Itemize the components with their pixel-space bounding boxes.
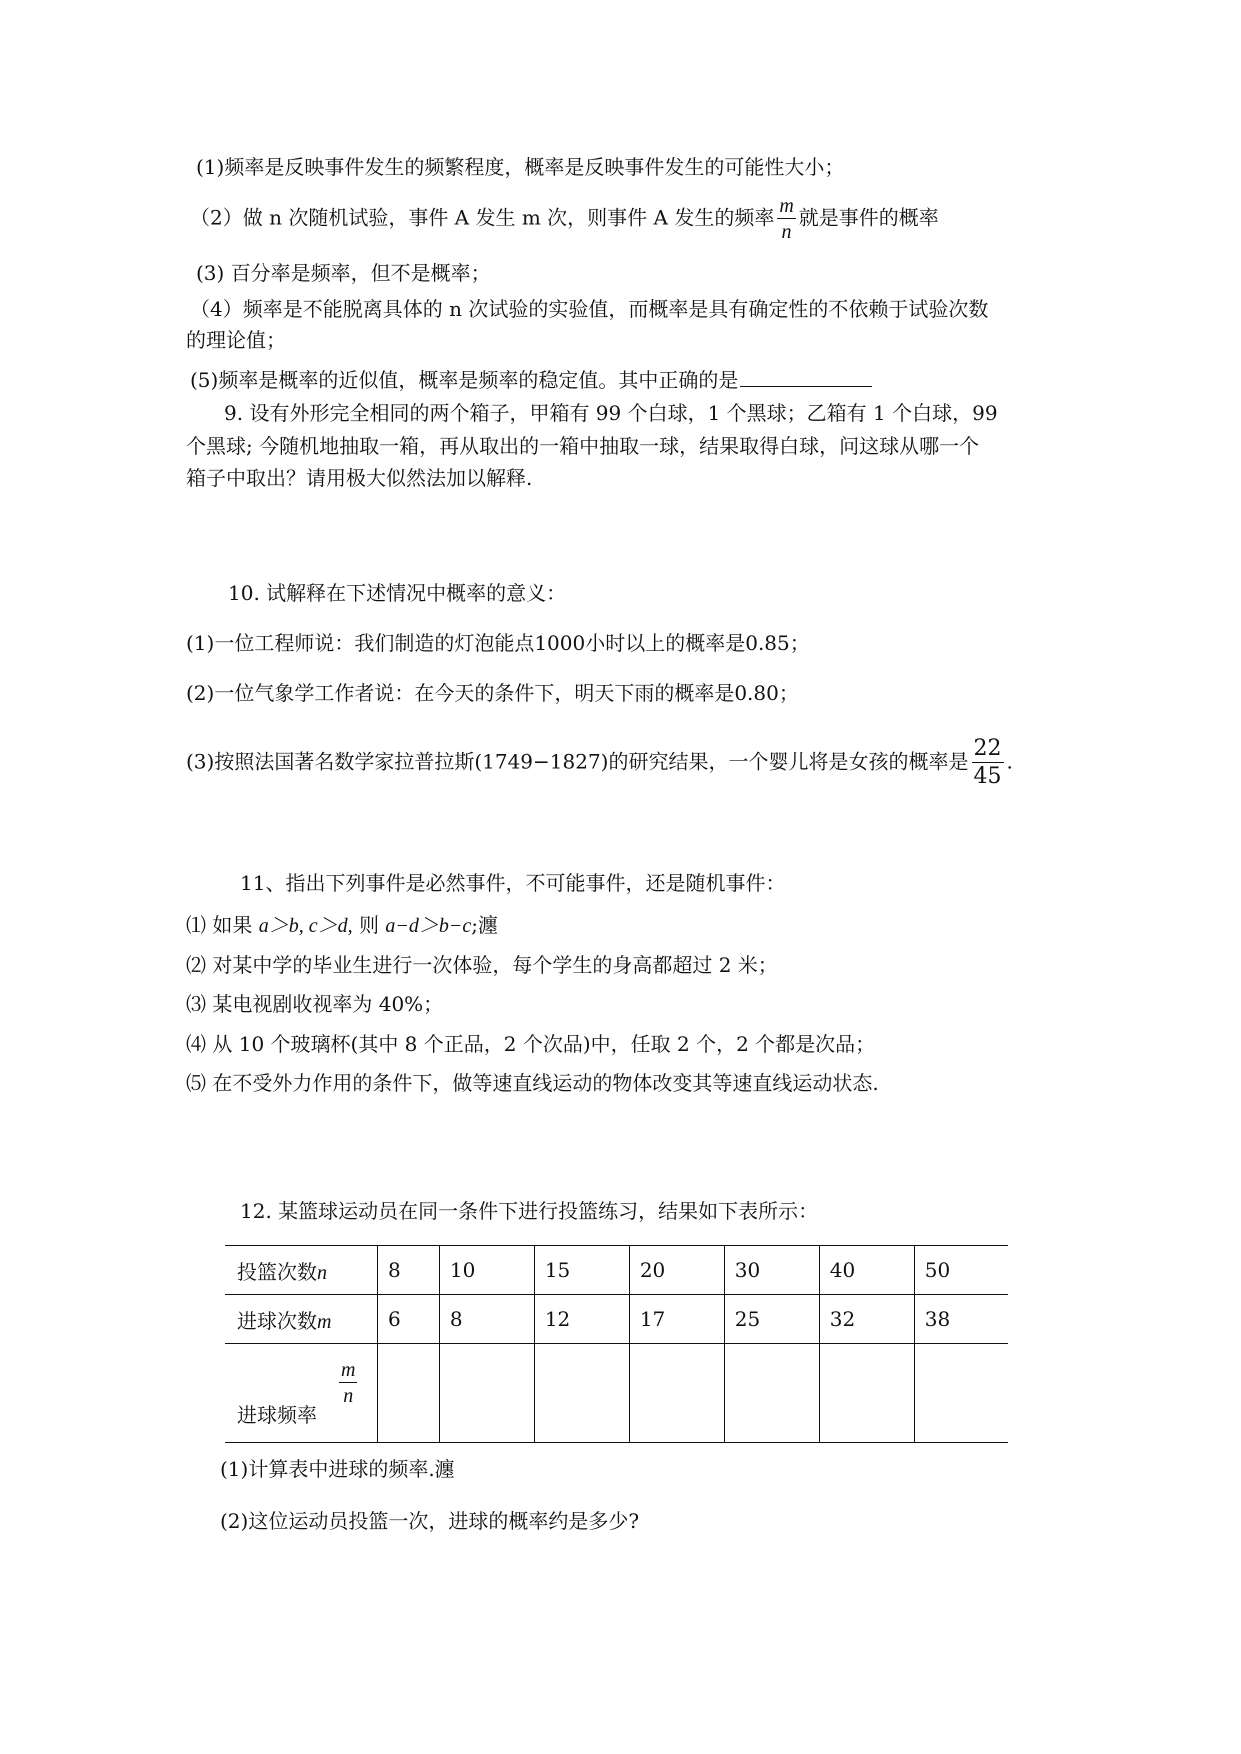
table-cell: 50 — [914, 1246, 1008, 1295]
table-cell: 30 — [724, 1246, 819, 1295]
table-cell: 8 — [378, 1246, 440, 1295]
q11-item-1-condition: a＞b, c＞d, — [258, 915, 353, 937]
q11-title: 11、指出下列事件是必然事件，不可能事件，还是随机事件： — [240, 871, 786, 895]
q11-item-1 — [186, 910, 498, 941]
q8-statement-2-tail: 就是事件的概率 — [798, 205, 939, 230]
q8-statement-4a: （4）频率是不能脱离具体的 n 次试验的实验值，而概率是具有确定性的不依赖于试验次数 — [190, 297, 989, 321]
table-cell: 32 — [819, 1295, 914, 1344]
q11-item-2: ⑵ 对某中学的毕业生进行一次体验，每个学生的身高都超过 2 米； — [186, 953, 778, 977]
table-cell: 10 — [439, 1246, 534, 1295]
fraction-numerator: m — [341, 1359, 356, 1381]
answer-blank[interactable] — [740, 364, 872, 387]
fraction-numerator: 22 — [973, 736, 1002, 761]
empty-answer-cell[interactable] — [378, 1344, 440, 1443]
q11-item-4: ⑷ 从 10 个玻璃杯(其中 8 个正品，2 个次品)中，任取 2 个，2 个都是次品； — [186, 1032, 876, 1056]
row-label-shots: 投篮次数n — [225, 1246, 378, 1295]
basketball-table — [225, 1245, 1008, 1443]
q11-item-1-conclusion: a−d＞b−c — [385, 915, 472, 937]
table-cell: 15 — [534, 1246, 629, 1295]
q8-statement-2 — [190, 196, 939, 242]
table-row-makes — [225, 1295, 1008, 1344]
q11-item-1-pre: ⑴ 如果 — [186, 913, 259, 937]
q8-statement-5-text: (5)频率是概率的近似值，概率是频率的稳定值。其中正确的是 — [190, 368, 739, 392]
table-row-frequency — [225, 1344, 1008, 1443]
table-cell: 25 — [724, 1295, 819, 1344]
table-cell: 8 — [439, 1295, 534, 1344]
frequency-label-text: 进球频率 — [237, 1403, 317, 1427]
q11-item-1-then: 则 — [352, 913, 386, 937]
q11-item-1-post: ;瀍 — [471, 913, 498, 937]
table-row-shots — [225, 1246, 1008, 1295]
row-label-frequency — [225, 1344, 378, 1443]
empty-answer-cell[interactable] — [819, 1344, 914, 1443]
q8-statement-4b: 的理论值； — [186, 328, 286, 352]
q8-statement-3: (3) 百分率是频率，但不是概率； — [196, 261, 491, 285]
probability-fraction — [972, 738, 1004, 788]
fraction-denominator: 45 — [973, 764, 1002, 789]
fraction-numerator: m — [779, 195, 794, 217]
table-cell: 20 — [629, 1246, 724, 1295]
empty-answer-cell[interactable] — [914, 1344, 1008, 1443]
q9-line-3: 箱子中取出？请用极大似然法加以解释. — [186, 466, 533, 490]
row-label-makes: 进球次数m — [225, 1295, 378, 1344]
q10-item-3 — [186, 738, 1013, 788]
q12-subquestion-1: (1)计算表中进球的频率.瀍 — [220, 1457, 455, 1481]
frequency-fraction — [777, 196, 795, 242]
q12-subquestion-2: (2)这位运动员投篮一次，进球的概率约是多少? — [220, 1509, 640, 1533]
q10-item-1: (1)一位工程师说：我们制造的灯泡能点1000小时以上的概率是0.85； — [186, 631, 810, 655]
q10-item-3-text: (3)按照法国著名数学家拉普拉斯(1749−1827)的研究结果，一个婴儿将是女孩的概率是 — [186, 749, 969, 774]
empty-answer-cell[interactable] — [629, 1344, 724, 1443]
q10-title: 10. 试解释在下述情况中概率的意义： — [228, 581, 567, 605]
q9-line-2: 个黑球; 今随机地抽取一箱，再从取出的一箱中抽取一球，结果取得白球，问这球从哪一个 — [186, 434, 980, 458]
q8-statement-1: (1)频率是反映事件发生的频繁程度，概率是反映事件发生的可能性大小； — [196, 155, 845, 179]
q8-statement-2-text: （2）做 n 次随机试验，事件 A 发生 m 次，则事件 A 发生的频率 — [190, 205, 775, 230]
empty-answer-cell[interactable] — [534, 1344, 629, 1443]
table-cell: 6 — [378, 1295, 440, 1344]
q10-item-2: (2)一位气象学工作者说：在今天的条件下，明天下雨的概率是0.80； — [186, 681, 799, 705]
empty-answer-cell[interactable] — [724, 1344, 819, 1443]
q12-title: 12. 某篮球运动员在同一条件下进行投篮练习，结果如下表所示： — [240, 1199, 819, 1223]
table-cell: 40 — [819, 1246, 914, 1295]
table-cell: 12 — [534, 1295, 629, 1344]
table-cell: 38 — [914, 1295, 1008, 1344]
table-cell: 17 — [629, 1295, 724, 1344]
fraction-denominator: n — [781, 221, 792, 243]
fraction-denominator: n — [343, 1385, 354, 1407]
q11-item-3: ⑶ 某电视剧收视率为 40%； — [186, 992, 444, 1016]
q10-item-3-tail: . — [1006, 749, 1013, 774]
empty-answer-cell[interactable] — [439, 1344, 534, 1443]
q8-statement-5 — [190, 364, 872, 395]
frequency-fraction — [339, 1360, 357, 1406]
q11-item-5: ⑸ 在不受外力作用的条件下，做等速直线运动的物体改变其等速直线运动状态. — [186, 1071, 879, 1095]
q9-line-1: 9. 设有外形完全相同的两个箱子，甲箱有 99 个白球，1 个黑球；乙箱有 1 个白球，99 — [224, 401, 998, 425]
